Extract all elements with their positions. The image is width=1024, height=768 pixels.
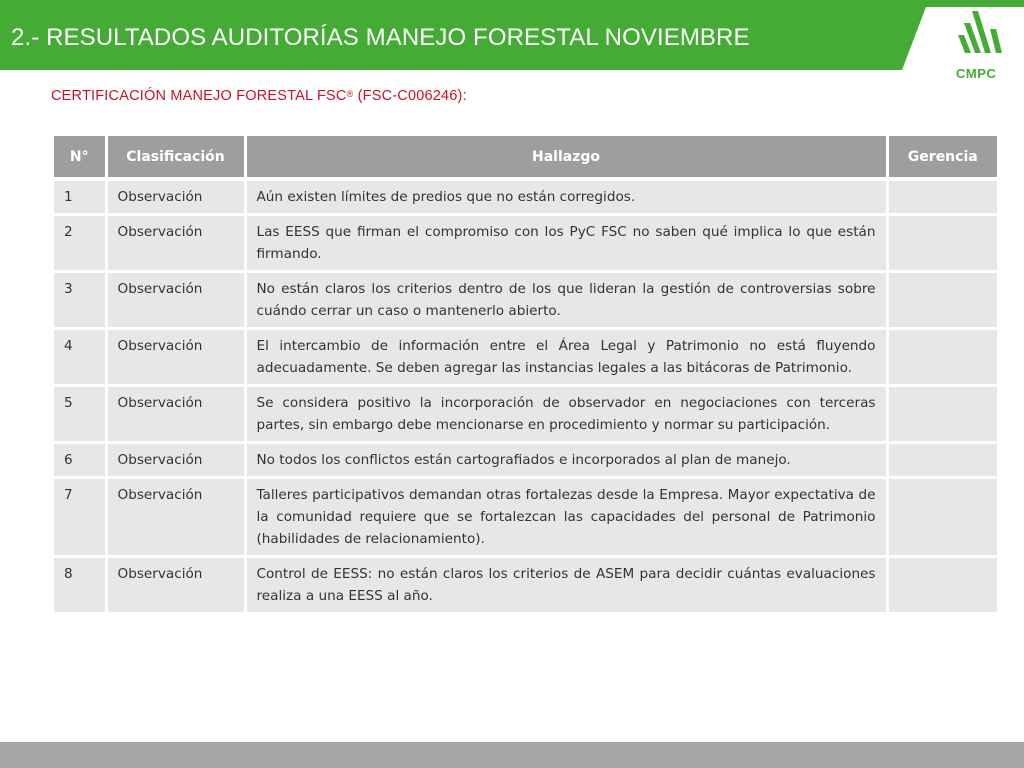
cell-num: 3 (54, 272, 106, 329)
cell-hallazgo: El intercambio de información entre el Área Legal y Patrimonio no está fluyendo adecuadamente. Se deben agregar las instancias legales a las bitácoras de Patrimonio. (245, 329, 887, 386)
cell-hallazgo: Aún existen límites de predios que no están corregidos. (245, 179, 887, 215)
cell-gerencia (887, 386, 997, 443)
table-row (54, 215, 997, 272)
page-title: 2.- RESULTADOS AUDITORÍAS MANEJO FORESTAL NOVIEMBRE (11, 24, 750, 51)
cell-gerencia (887, 478, 997, 557)
cell-num: 4 (54, 329, 106, 386)
cell-clasificacion: Observación (106, 179, 245, 215)
header-gerencia: Gerencia (887, 136, 997, 179)
cell-clasificacion: Observación (106, 443, 245, 478)
table-row (54, 272, 997, 329)
cell-num: 5 (54, 386, 106, 443)
cell-hallazgo: Se considera positivo la incorporación de observador en negociaciones con terceras partes, sin embargo debe mencionarse en procedimiento y normar su participación. (245, 386, 887, 443)
cell-gerencia (887, 557, 997, 613)
cell-num: 1 (54, 179, 106, 215)
table-row (54, 478, 997, 557)
cell-hallazgo: No están claros los criterios dentro de los que lideran la gestión de controversias sobre cuándo cerrar un caso o mantenerlo abierto. (245, 272, 887, 329)
cell-gerencia (887, 272, 997, 329)
cell-num: 8 (54, 557, 106, 613)
cell-hallazgo: Control de EESS: no están claros los criterios de ASEM para decidir cuántas evaluaciones realiza a una EESS al año. (245, 557, 887, 613)
footer-bar (0, 742, 1024, 768)
cell-gerencia (887, 179, 997, 215)
header-hallazgo: Hallazgo (245, 136, 887, 179)
cell-clasificacion: Observación (106, 386, 245, 443)
cell-num: 6 (54, 443, 106, 478)
table-row (54, 386, 997, 443)
cell-clasificacion: Observación (106, 557, 245, 613)
cell-hallazgo: No todos los conflictos están cartografiados e incorporados al plan de manejo. (245, 443, 887, 478)
cell-clasificacion: Observación (106, 329, 245, 386)
logo-text: CMPC (956, 66, 997, 81)
registered-mark: ® (346, 89, 354, 99)
header-clasificacion: Clasificación (106, 136, 245, 179)
subtitle-code: (FSC-C006246): (353, 88, 467, 104)
table-header-row (54, 136, 997, 179)
findings-table (54, 136, 997, 612)
table-row (54, 329, 997, 386)
cell-num: 2 (54, 215, 106, 272)
header-num: N° (54, 136, 106, 179)
cell-gerencia (887, 329, 997, 386)
cell-gerencia (887, 443, 997, 478)
table-row (54, 443, 997, 478)
cell-hallazgo: Las EESS que firman el compromiso con los PyC FSC no saben qué implica lo que están firmando. (245, 215, 887, 272)
subtitle-main: CERTIFICACIÓN MANEJO FORESTAL FSC (51, 88, 347, 104)
cell-clasificacion: Observación (106, 272, 245, 329)
cell-num: 7 (54, 478, 106, 557)
table-row (54, 557, 997, 613)
table-row (54, 179, 997, 215)
cell-clasificacion: Observación (106, 215, 245, 272)
subtitle (51, 88, 467, 104)
cell-gerencia (887, 215, 997, 272)
cell-clasificacion: Observación (106, 478, 245, 557)
cell-hallazgo: Talleres participativos demandan otras fortalezas desde la Empresa. Mayor expectativa de la comunidad requiere que se fortalezcan las capacidades del personal de Patrimonio (habilidades de relacionamiento). (245, 478, 887, 557)
